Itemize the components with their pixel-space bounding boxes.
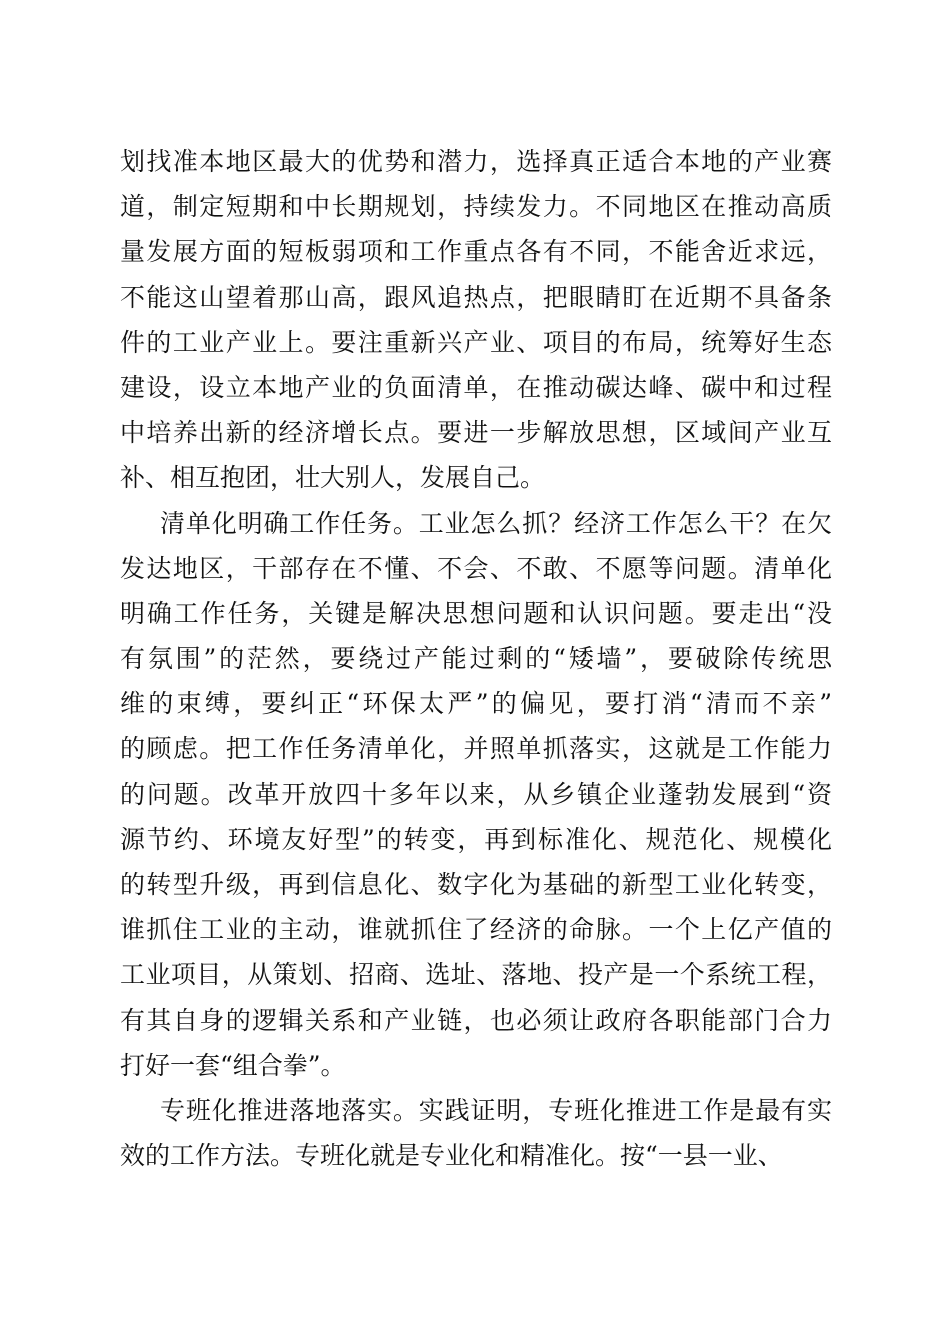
text-line: 维的束缚，要纠正“环保太严”的偏见，要打消“清而不亲” [120,689,832,719]
text-line: 量发展方面的短板弱项和工作重点各有不同，不能舍近求远， [120,237,832,267]
paragraph [120,1088,832,1178]
document-body [120,139,832,1178]
text-line: 源节约、环境友好型”的转变，再到标准化、规范化、规模化 [120,824,832,854]
text-line: 发达地区，干部存在不懂、不会、不敢、不愿等问题。清单化 [120,553,832,583]
text-line: 建设，设立本地产业的负面清单，在推动碳达峰、碳中和过程 [120,372,832,402]
text-line: 清单化明确工作任务。工业怎么抓？经济工作怎么干？在欠 [160,508,832,538]
text-line: 的问题。改革开放四十多年以来，从乡镇企业蓬勃发展到“资 [120,779,832,809]
paragraph [120,139,832,501]
text-line: 中培养出新的经济增长点。要进一步解放思想，区域间产业互 [120,418,832,448]
text-line: 件的工业产业上。要注重新兴产业、项目的布局，统筹好生态 [120,327,832,357]
text-line: 效的工作方法。专班化就是专业化和精准化。按“一县一业、 [120,1141,783,1171]
text-line: 补、相互抱团，壮大别人，发展自己。 [120,463,546,493]
text-line: 工业项目，从策划、招商、选址、落地、投产是一个系统工程， [120,960,832,990]
text-line: 道，制定短期和中长期规划，持续发力。不同地区在推动高质 [120,192,832,222]
text-line: 不能这山望着那山高，跟风追热点，把眼睛盯在近期不具备条 [120,282,832,312]
paragraph [120,501,832,1088]
text-line: 专班化推进落地落实。实践证明，专班化推进工作是最有实 [160,1095,832,1125]
text-line: 有氛围”的茫然，要绕过产能过剩的“矮墙”，要破除传统思 [120,644,832,674]
text-line: 有其自身的逻辑关系和产业链，也必须让政府各职能部门合力 [120,1005,832,1035]
text-line: 谁抓住工业的主动，谁就抓住了经济的命脉。一个上亿产值的 [120,915,832,945]
text-line: 的转型升级，再到信息化、数字化为基础的新型工业化转变， [120,870,832,899]
text-line: 明确工作任务，关键是解决思想问题和认识问题。要走出“没 [120,598,832,628]
text-line: 的顾虑。把工作任务清单化，并照单抓落实，这就是工作能力 [120,734,832,764]
text-line: 划找准本地区最大的优势和潜力，选择真正适合本地的产业赛 [120,147,832,176]
text-line: 打好一套“组合拳”。 [120,1050,346,1080]
